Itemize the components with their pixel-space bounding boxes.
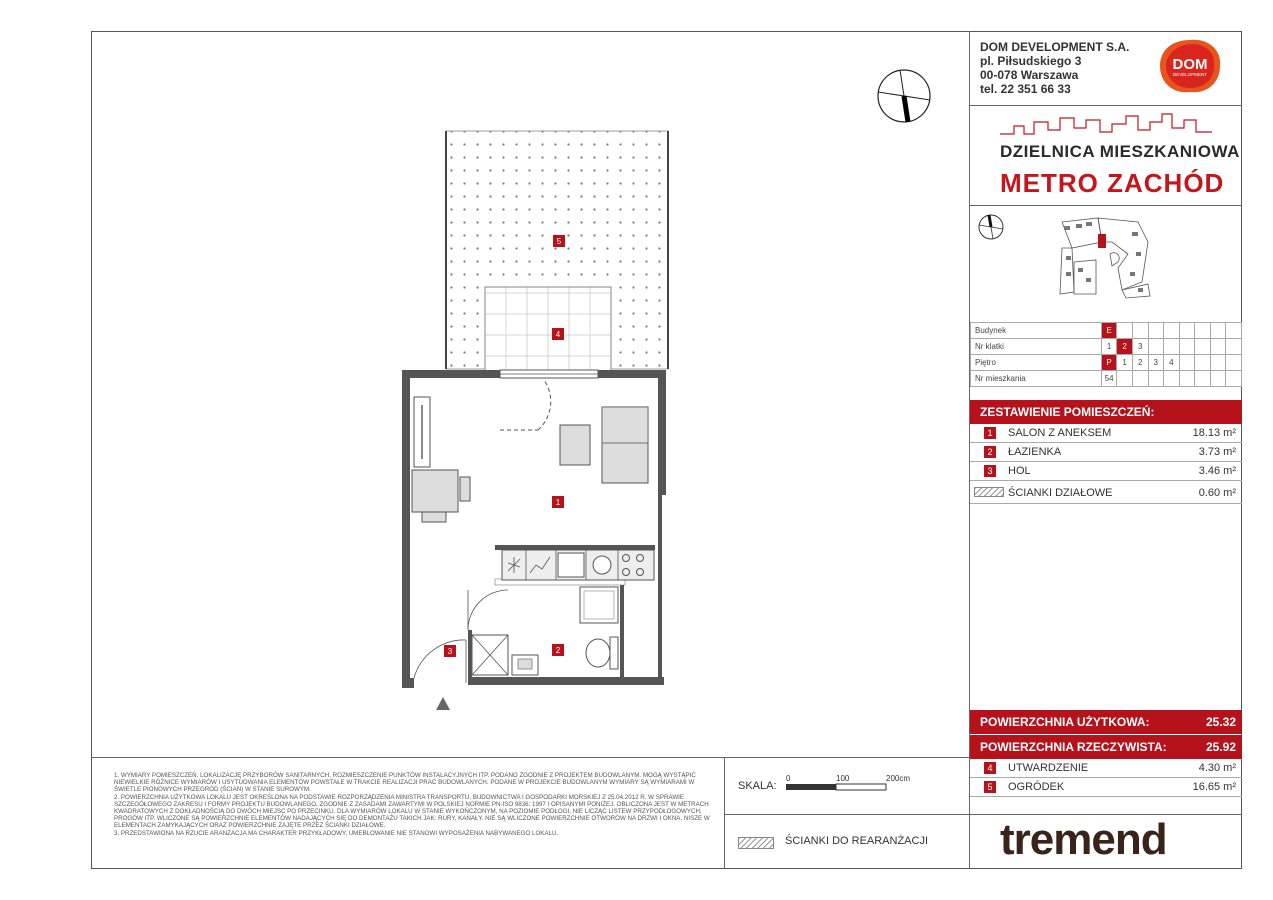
stairwell-2: 2 <box>1117 339 1133 355</box>
floor-p: P <box>1101 355 1117 371</box>
stairwell-1: 1 <box>1101 339 1117 355</box>
room-number: 4 <box>984 762 996 774</box>
room-name: UTWARDZENIE <box>1008 762 1089 774</box>
partition-name: ŚCIANKI DZIAŁOWE <box>1008 487 1113 499</box>
apartment-number-value: 54 <box>1101 371 1117 387</box>
building-label: Budynek <box>971 323 1102 339</box>
floor-3: 3 <box>1148 355 1164 371</box>
project-name-line-1: DZIELNICA MIESZKANIOWA <box>1000 142 1240 161</box>
floor-4: 4 <box>1164 355 1180 371</box>
sidebar-line-2 <box>970 205 1242 206</box>
svg-text:5: 5 <box>556 237 562 246</box>
terrace-area <box>485 287 611 371</box>
room-number: 2 <box>984 446 996 458</box>
room-row <box>970 462 1242 481</box>
room-area: 3.46 m² <box>1198 465 1236 477</box>
room-row <box>970 424 1242 443</box>
legend-text: ŚCIANKI DO REARANŻACJI <box>785 835 929 847</box>
room-number: 5 <box>984 781 996 793</box>
floor-1: 1 <box>1117 355 1133 371</box>
stairwell-3: 3 <box>1132 339 1148 355</box>
company-address-2: 00-078 Warszawa <box>980 68 1079 82</box>
room-area: 3.73 m² <box>1198 446 1236 458</box>
room-name: OGRÓDEK <box>1008 781 1065 793</box>
room-number: 3 <box>984 465 996 477</box>
scale-tick-200: 200cm <box>886 774 911 783</box>
floor-label: Piętro <box>971 355 1102 371</box>
company-info <box>980 40 1129 96</box>
floor-2: 2 <box>1132 355 1148 371</box>
actual-area-label: POWIERZCHNIA RZECZYWISTA: <box>980 740 1167 754</box>
room-area: 16.65 m² <box>1192 781 1236 793</box>
room-name: SALON Z ANEKSEM <box>1008 427 1112 439</box>
usable-area-row <box>970 710 1242 734</box>
room-area: 18.13 m² <box>1192 427 1236 439</box>
actual-area-row <box>970 735 1242 759</box>
scale-tick-100: 100 <box>836 774 850 783</box>
partition-hatch-icon <box>974 487 1004 497</box>
company-name: DOM DEVELOPMENT S.A. <box>980 40 1130 54</box>
usable-area-label: POWIERZCHNIA UŻYTKOWA: <box>980 715 1150 729</box>
plan-label-3 <box>444 645 456 657</box>
svg-text:DOM: DOM <box>1172 56 1208 73</box>
sidebar-line-1 <box>970 105 1242 106</box>
apartment-info-table <box>970 322 1242 387</box>
partition-area: 0.60 m² <box>1198 487 1236 499</box>
company-phone: tel. 22 351 66 33 <box>980 82 1071 96</box>
dom-development-logo <box>1158 38 1222 94</box>
scale-label: SKALA: <box>738 780 777 792</box>
plan-label-5 <box>553 235 565 247</box>
skyline-graphic <box>1000 112 1212 140</box>
compass-small-icon <box>976 212 1006 242</box>
extra-room-row <box>970 778 1242 797</box>
note-1: 1. WYMIARY POMIESZCZEŃ, LOKALIZACJĘ PRZYBORÓW SANITARNYCH, ROZMIESZCZENIE PUNKTÓW INSTALACYJNYCH ITP. PODANO ZGODNIE Z PROJEKTEM BUDOWLANYM. MOGĄ WYSTĄPIĆ NIEWIELKIE RÓŻNICE WYMIARÓW I USYTUOWANIA ELEMENTÓW POWSTAŁE W TRAKCIE REALIZACJI PRAC BUDOWLANYCH. PODANE W PROJEKCIE BUDOWLANYM WYMIARY SĄ WYMIARAMI W ŚWIETLE PIONOWYCH PRZEGRÓD (ŚCIAN) W STANIE SUROWYM. <box>114 772 696 794</box>
site-key-plan <box>1052 212 1162 302</box>
compass-icon <box>874 66 934 126</box>
rooms-header: ZESTAWIENIE POMIESZCZEŃ: <box>970 400 1242 424</box>
tremend-logo: tremend <box>1000 815 1167 864</box>
room-row <box>970 443 1242 462</box>
scale-bar <box>784 773 914 795</box>
actual-area-value: 25.92 <box>1205 740 1236 754</box>
stairwell-label: Nr klatki <box>971 339 1102 355</box>
scale-tick-0: 0 <box>786 774 791 783</box>
legend-hatch-icon <box>738 837 774 849</box>
svg-text:DEVELOPMENT: DEVELOPMENT <box>1172 72 1208 77</box>
footer-divider <box>91 757 970 758</box>
svg-text:1: 1 <box>555 498 561 507</box>
room-name: HOL <box>1008 465 1031 477</box>
footer-split <box>724 757 725 869</box>
legend-divider <box>724 814 970 815</box>
usable-area-value: 25.32 <box>1205 715 1236 729</box>
room-name: ŁAZIENKA <box>1008 446 1062 458</box>
svg-text:2: 2 <box>555 646 561 655</box>
plan-label-4 <box>552 328 564 340</box>
apartment-number-label: Nr mieszkania <box>971 371 1102 387</box>
company-address-1: pl. Piłsudskiego 3 <box>980 54 1082 68</box>
building-value: E <box>1101 323 1117 339</box>
partition-row <box>970 481 1242 504</box>
room-area: 4.30 m² <box>1198 762 1236 774</box>
svg-text:3: 3 <box>447 647 453 656</box>
note-2: 2. POWIERZCHNIA UŻYTKOWA LOKALU JEST OKREŚLONA NA PODSTAWIE ROZPORZĄDZENIA MINISTRA TRANSPORTU, BUDOWNICTWA I GOSPODARKI MORSKIEJ Z 25.04.2012 R. W SPRAWIE SZCZEGÓŁOWEGO ZAKRESU I FORMY PROJEKTU BUDOWLANEGO, ZGODNIE Z ZASADAMI ZAWARTYMI W POLSKIEJ NORMIE PN-ISO 9836: 1997 I OPISANYMI PONIŻEJ. OBLICZONA JEST W METRACH KWADRATOWYCH Z DOKŁADNOŚCIĄ DO DWÓCH MIEJSC PO PRZECINKU, DLA WYMIARÓW LOKALU W STANIE WYKOŃCZONYM, NA POZIOMIE PODŁOGI, NIE LICZĄC LISTEW PRZYPODŁOGOWYCH, PROGÓW ITP. WLICZONE SĄ POWIERZCHNIE ELEMENTÓW NADAJĄCYCH SIĘ DO DEMONTAŻU TAKICH JAK: RURY, KANAŁY. NIE SĄ WLICZONE POWIERZCHNIE OTWORÓW NA DRZWI I OKNA, NISZE W ELEMENTACH ZAMYKAJĄCYCH ORAZ POWIERZCHNIE ZAJĘTE PRZEZ ŚCIANKI DZIAŁOWE. <box>114 793 710 830</box>
floor-plan <box>380 125 680 715</box>
room-number: 1 <box>984 427 996 439</box>
notes <box>114 772 714 837</box>
extra-room-row <box>970 759 1242 778</box>
plan-label-2 <box>552 644 564 656</box>
project-name-line-2: METRO ZACHÓD <box>1000 168 1225 198</box>
svg-text:4: 4 <box>555 330 561 339</box>
note-3: 3. PRZEDSTAWIONA NA RZUCIE ARANŻACJA MA CHARAKTER PRZYKŁADOWY, UMEBLOWANIE NIE STANOWI WYPOSAŻENIA NABYWANEGO LOKALU. <box>114 829 559 837</box>
plan-label-1 <box>552 496 564 508</box>
